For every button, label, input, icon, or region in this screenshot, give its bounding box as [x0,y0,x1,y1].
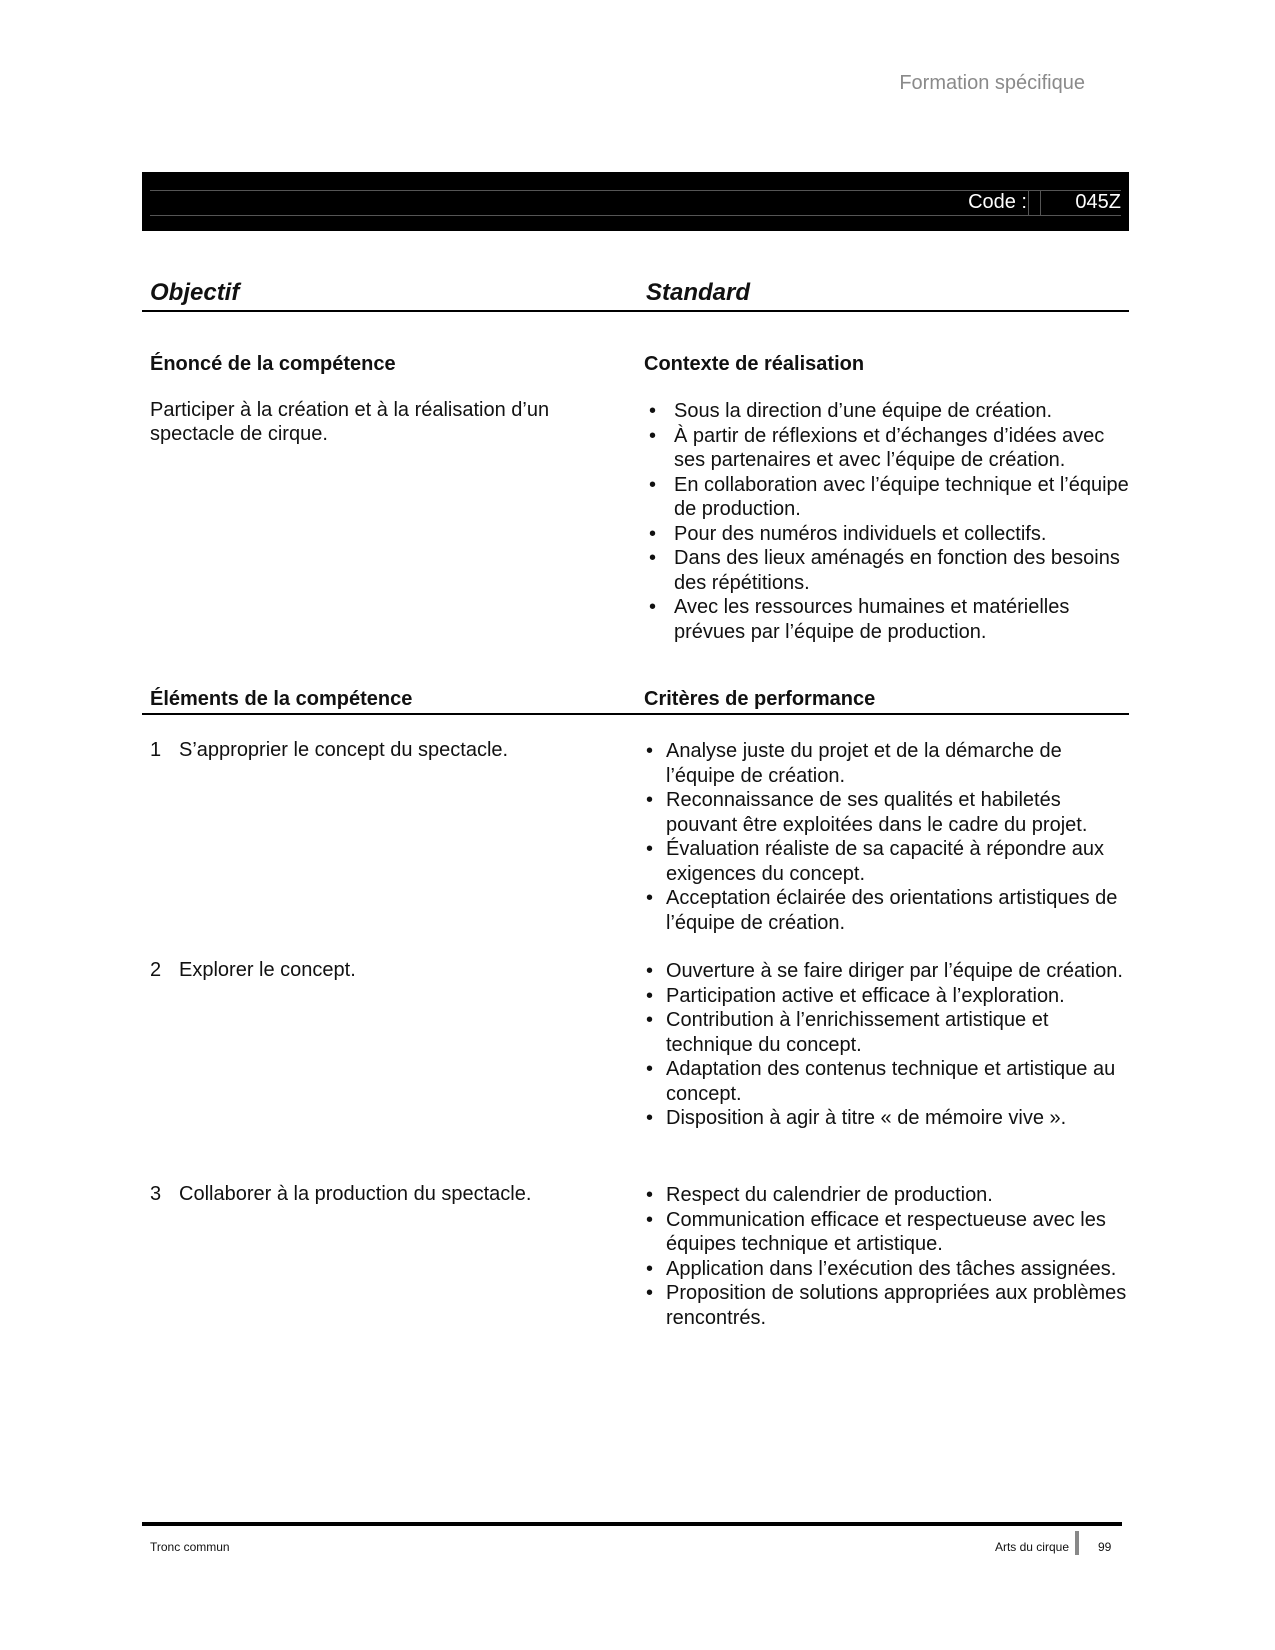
list-item: • Analyse juste du projet et de la démarche de l’équipe de création. [644,739,1134,788]
footer-divider [1075,1531,1079,1555]
list-item: • Proposition de solutions appropriées aux problèmes rencontrés. [644,1281,1134,1330]
page-number: 99 [1098,1540,1112,1554]
elements-title: Éléments de la compétence [150,688,413,710]
list-item: • Adaptation des contenus technique et artistique au concept. [644,1057,1134,1106]
list-item: • Évaluation réaliste de sa capacité à répondre aux exigences du concept. [644,837,1134,886]
criteria-list-3 [644,1183,1134,1330]
element-number: 2 [150,959,162,981]
list-item: • Pour des numéros individuels et collectifs. [644,522,1134,547]
objectif-heading: Objectif [150,279,240,306]
criteria-list-2 [644,959,1134,1131]
contexte-title: Contexte de réalisation [644,353,865,375]
criteria-list-1 [644,739,1134,935]
list-item: • À partir de réflexions et d’échanges d’idées avec ses partenaires et avec l’équipe de création. [644,424,1134,473]
element-3 [150,1183,531,1206]
heading-rule [142,310,1129,312]
list-item: • Reconnaissance de ses qualités et habiletés pouvant être exploitées dans le cadre du projet. [644,788,1134,837]
enonce-text: Participer à la création et à la réalisation d’un spectacle de cirque. [150,399,550,445]
code-bar-divider [1040,190,1041,216]
element-2 [150,959,356,982]
list-item: • Respect du calendrier de production. [644,1183,1134,1208]
footer-rule [142,1522,1122,1526]
list-item: • En collaboration avec l’équipe technique et l’équipe de production. [644,473,1134,522]
list-item: • Contribution à l’enrichissement artistique et technique du concept. [644,1008,1134,1057]
element-number: 1 [150,739,162,761]
section-label: Formation spécifique [899,72,1085,94]
code-bar [142,172,1129,231]
list-item: • Avec les ressources humaines et matérielles prévues par l’équipe de production. [644,595,1134,644]
contexte-list [644,399,1134,644]
element-1 [150,739,508,762]
criteres-title: Critères de performance [644,688,876,710]
list-item: • Dans des lieux aménagés en fonction des besoins des répétitions. [644,546,1134,595]
code-bar-divider [1028,190,1029,216]
list-item: • Communication efficace et respectueuse avec les équipes technique et artistique. [644,1208,1134,1257]
section-rule [142,713,1129,715]
code-label: Code : [968,191,1027,213]
element-number: 3 [150,1183,162,1205]
element-text: S’approprier le concept du spectacle. [179,739,509,761]
element-text: Explorer le concept. [179,959,356,981]
list-item: • Sous la direction d’une équipe de création. [644,399,1134,424]
code-bar-rule-bottom [150,215,1121,216]
element-text: Collaborer à la production du spectacle. [179,1183,532,1205]
list-item: • Ouverture à se faire diriger par l’équipe de création. [644,959,1134,984]
footer-left: Tronc commun [150,1540,230,1554]
standard-heading: Standard [646,279,751,306]
list-item: • Application dans l’exécution des tâches assignées. [644,1257,1134,1282]
enonce-title: Énoncé de la compétence [150,353,396,375]
list-item: • Disposition à agir à titre « de mémoire vive ». [644,1106,1134,1131]
list-item: • Acceptation éclairée des orientations artistiques de l’équipe de création. [644,886,1134,935]
code-value: 045Z [1075,191,1121,213]
list-item: • Participation active et efficace à l’exploration. [644,984,1134,1009]
footer-right: Arts du cirque [994,1540,1069,1554]
